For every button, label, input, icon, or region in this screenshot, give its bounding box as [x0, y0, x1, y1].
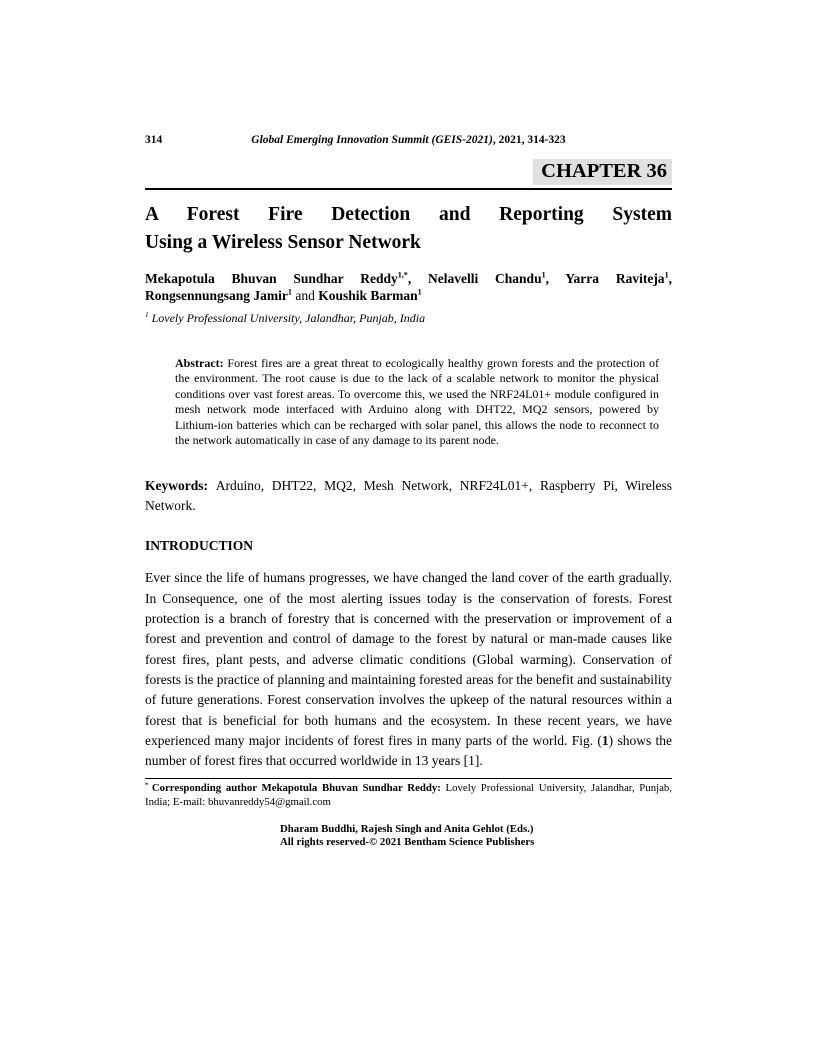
- section-heading-introduction: INTRODUCTION: [145, 538, 254, 554]
- corresponding-author-footnote: * Corresponding author Mekapotula Bhuvan Sundhar Reddy: Lovely Professional University, Jalandhar, Punjab, India; E-mail: bhuvanreddy54@gmail.com: [145, 781, 672, 808]
- chapter-title-line1: A Forest Fire Detection and Reporting System: [145, 204, 672, 225]
- keywords: Keywords: Arduino, DHT22, MQ2, Mesh Network, NRF24L01+, Raspberry Pi, Wireless Network.: [145, 478, 672, 514]
- affiliation: $^1$ Lovely Professional University, Jalandhar, Punjab, India: [145, 311, 426, 325]
- running-title: Global Emerging Innovation Summit (GEIS-2021), 2021, 314-323: [251, 134, 566, 146]
- introduction-paragraph: Ever since the life of humans progresses, we have changed the land cover of the earth gradually. In Consequence, one of the most alerting issues today is the conservation of forests. Forest protection is a branch of forestry that is concerned with the preservation or improvement of a forest and prevention and control of damage to the forest by natural or man-made causes like forest fires, plant pests, and adverse climatic conditions (Global warming). Conservation of forests is the practice of planning and maintaining forested areas for the benefit and sustainability of future generations. Forest conservation involves the upkeep of the natural resources within a forest that is beneficial for both humans and the ecosystem. In these recent years, we have experienced many major incidents of forest fires in many parts of the world. Fig. (1) shows the number of forest fires that occurred worldwide in 13 years [1].: [145, 570, 672, 769]
- footnote-rule: [145, 778, 672, 779]
- running-head: [145, 134, 672, 148]
- publisher-rights: All rights reserved-© 2021 Bentham Science Publishers: [280, 835, 535, 848]
- chapter-label: CHAPTER 36: [533, 159, 672, 185]
- chapter-title-line2: Using a Wireless Sensor Network: [145, 232, 421, 253]
- abstract: Abstract: Forest fires are a great threat to ecologically healthy grown forests and the protection of the environment. The root cause is due to the lack of a scalable network to monitor the physical conditions over vast forest areas. To overcome this, we used the NRF24L01+ module configured in mesh network mode interfaced with Arduino along with DHT22, MQ2 sensors, powered by Lithium-ion batteries which can be recharged with solar panel, this allows the node to reconnect to the network automatically in case of any damage to its parent node.: [175, 356, 659, 448]
- header-rule: [145, 188, 672, 190]
- publisher-editors: Dharam Buddhi, Rajesh Singh and Anita Gehlot (Eds.): [280, 822, 534, 835]
- author-list: Mekapotula Bhuvan Sundhar Reddy$^{1,*}$, Nelavelli Chandu$^1$, Yarra Raviteja$^1$, Rongsennungsang Jamir$^1$ and Koushik Barman$^1$: [145, 270, 672, 303]
- publisher-block: [280, 823, 672, 849]
- page-number: 314: [145, 134, 163, 146]
- chapter-row: [145, 159, 672, 185]
- chapter-title: [145, 201, 672, 257]
